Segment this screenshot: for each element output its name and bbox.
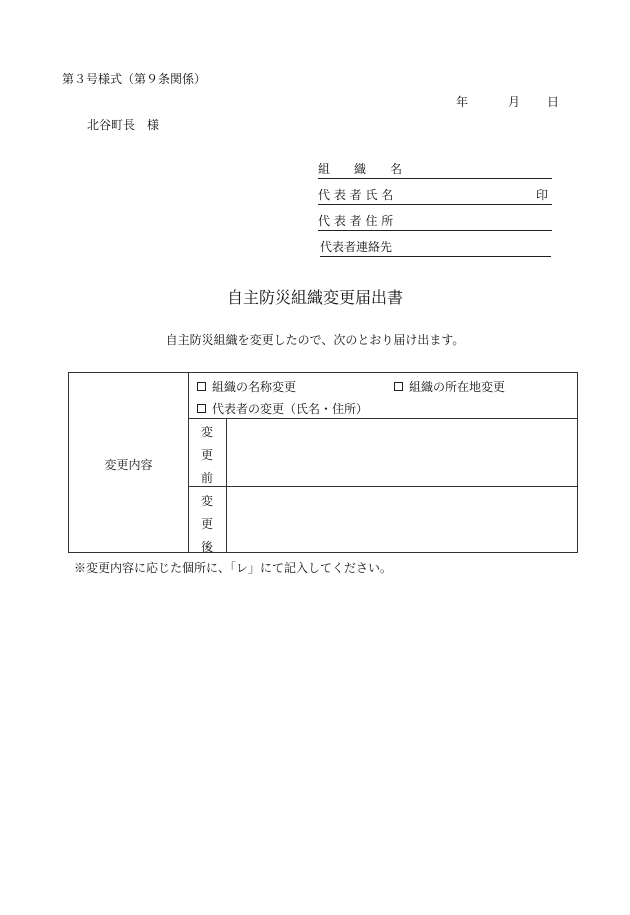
change-details-table bbox=[68, 372, 578, 553]
option-name-change[interactable] bbox=[197, 378, 296, 395]
representative-contact-field[interactable] bbox=[320, 238, 551, 257]
date-year-label: 年 bbox=[456, 95, 469, 109]
footnote: ※変更内容に応じた個所に、「レ」にて記入してください。 bbox=[74, 561, 393, 575]
checkbox-icon[interactable] bbox=[394, 382, 403, 391]
after-char: 更 bbox=[200, 517, 213, 531]
document-title: 自主防災組織変更届出書 bbox=[226, 288, 403, 307]
option-address-change[interactable] bbox=[394, 378, 505, 395]
form-number: 第３号様式（第９条関係） bbox=[62, 72, 207, 86]
before-char: 変 bbox=[200, 425, 213, 439]
representative-name-label: 代 表 者 氏 名 bbox=[318, 188, 394, 202]
option-name-change-label: 組織の名称変更 bbox=[212, 380, 297, 394]
after-char: 変 bbox=[200, 494, 213, 508]
table-divider bbox=[226, 418, 227, 552]
representative-address-label: 代 表 者 住 所 bbox=[318, 214, 394, 228]
before-char: 更 bbox=[200, 448, 213, 462]
checkbox-icon[interactable] bbox=[197, 382, 206, 391]
representative-name-field[interactable] bbox=[318, 186, 552, 205]
after-char: 後 bbox=[200, 540, 213, 554]
date-day-label: 日 bbox=[547, 95, 560, 109]
org-name-field[interactable] bbox=[318, 160, 552, 179]
addressee: 北谷町長 様 bbox=[87, 118, 160, 132]
seal-mark: 印 bbox=[535, 188, 548, 202]
before-char: 前 bbox=[200, 471, 213, 485]
after-change-label bbox=[188, 490, 226, 559]
before-change-label bbox=[188, 421, 226, 490]
representative-contact-label: 代表者連絡先 bbox=[320, 240, 393, 254]
change-details-label: 変更内容 bbox=[104, 458, 153, 472]
table-divider bbox=[188, 418, 577, 419]
org-name-label: 組 織 名 bbox=[318, 162, 403, 176]
representative-address-field[interactable] bbox=[318, 212, 552, 231]
option-representative-change[interactable] bbox=[197, 400, 368, 417]
checkbox-icon[interactable] bbox=[197, 404, 206, 413]
date-month-label: 月 bbox=[508, 95, 521, 109]
option-representative-change-label: 代表者の変更（氏名・住所） bbox=[212, 402, 369, 416]
intro-text: 自主防災組織を変更したので、次のとおり届け出ます。 bbox=[165, 333, 465, 347]
option-address-change-label: 組織の所在地変更 bbox=[409, 380, 506, 394]
table-divider bbox=[188, 486, 577, 487]
